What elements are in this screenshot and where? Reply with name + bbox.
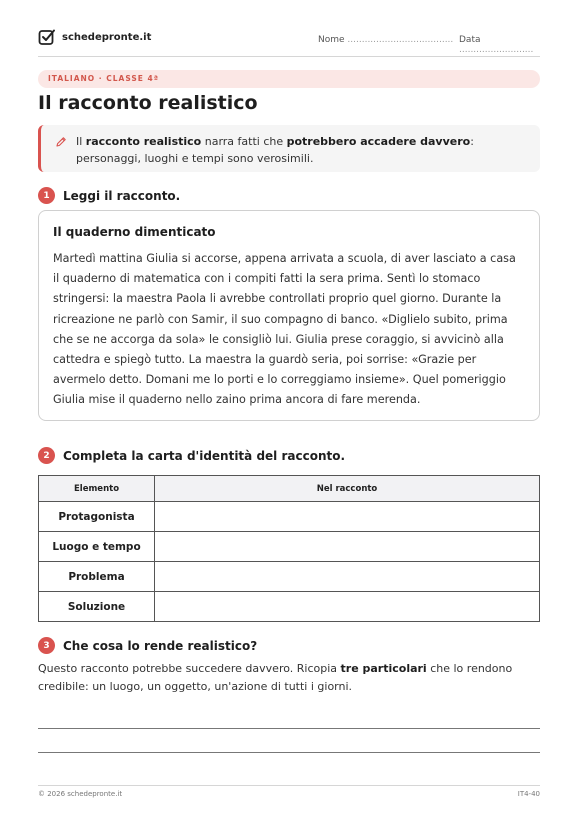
header-divider [38,56,540,57]
identity-card-table [38,475,540,622]
checkbox-icon [38,28,56,46]
section-label: Che cosa lo rende realistico? [63,638,258,653]
row-label-luogo-e-tempo: Luogo e tempo [39,532,155,562]
answer-cell-problema[interactable] [155,562,540,592]
intro-bold-2: potrebbero accadere davvero [286,135,471,148]
intro-box [38,125,540,172]
story-text: Martedì mattina Giulia si accorse, appena arrivata a scuola, di aver lasciato a casa il quaderno di matematica con i compiti fatti la sera prima. Sentì lo stomaco stringersi: la maestra Paola li avrebbe controllati proprio quel giorno. Durante la ricreazione ne parlò con Samir, il suo compagno di banco. «Diglielo subito, prima che se ne accorga da sola» le consigliò lui. Giulia prese coraggio, si avvicinò alla cattedra e spiegò tutto. La maestra la guardò seria, poi sorrise: «Grazie per avermelo detto. Domani me lo porti e lo correggiamo insieme». Quel pomeriggio Giulia mise il quaderno nello zaino prima ancora di fare merenda. [53,252,516,407]
subject-label: ITALIANO · CLASSE 4ª [48,74,159,83]
section-label: Completa la carta d'identità del racconto. [63,448,346,463]
table-row [39,502,540,532]
name-dots: ..................................... [347,35,454,45]
table-row [39,592,540,622]
table-row [39,562,540,592]
story-title: Il quaderno dimenticato [53,225,216,239]
page-title: Il racconto realistico [38,92,258,114]
date-dots: .......................... [459,45,534,55]
name-label: Nome [318,35,345,45]
intro-bold-1: racconto realistico [85,135,202,148]
column-header-nel-racconto: Nel racconto [155,476,540,502]
date-label: Data [459,35,481,45]
column-header-elemento: Elemento [39,476,155,502]
worksheet-page [38,0,540,819]
story-box [38,210,540,421]
answer-cell-luogo-e-tempo[interactable] [155,532,540,562]
subject-pill [38,70,540,88]
section-2-heading [38,447,345,464]
answer-line[interactable] [38,728,540,729]
section-number-badge: 2 [38,447,55,464]
brand-name: schedepronte.it [62,31,152,43]
answer-line[interactable] [38,752,540,753]
pencil-icon [55,136,67,148]
date-field[interactable] [459,35,540,55]
name-field[interactable] [318,35,453,45]
footer-copyright: © 2026 schedepronte.it [38,790,123,798]
section-3-heading [38,637,257,654]
row-label-problema: Problema [39,562,155,592]
row-label-protagonista: Protagonista [39,502,155,532]
task-3-instructions: Questo racconto potrebbe succedere davvero. Ricopia tre particolari che lo rendono credibile: un luogo, un oggetto, un'azione di tutti i giorni. [38,662,513,693]
page-header [38,28,540,54]
table-header-row [39,476,540,502]
section-number-badge: 3 [38,637,55,654]
footer-divider [38,785,540,786]
answer-cell-protagonista[interactable] [155,502,540,532]
intro-text: Il racconto realistico narra fatti che potrebbero accadere davvero: personaggi, luoghi e tempi sono verosimili. [76,135,474,165]
answer-cell-soluzione[interactable] [155,592,540,622]
section-label: Leggi il racconto. [63,188,181,203]
table-row [39,532,540,562]
section-number-badge: 1 [38,187,55,204]
row-label-soluzione: Soluzione [39,592,155,622]
task-3-bold: tre particolari [340,662,427,675]
footer-code: IT4-40 [517,790,540,798]
section-1-heading [38,187,180,204]
brand-logo [38,28,151,46]
